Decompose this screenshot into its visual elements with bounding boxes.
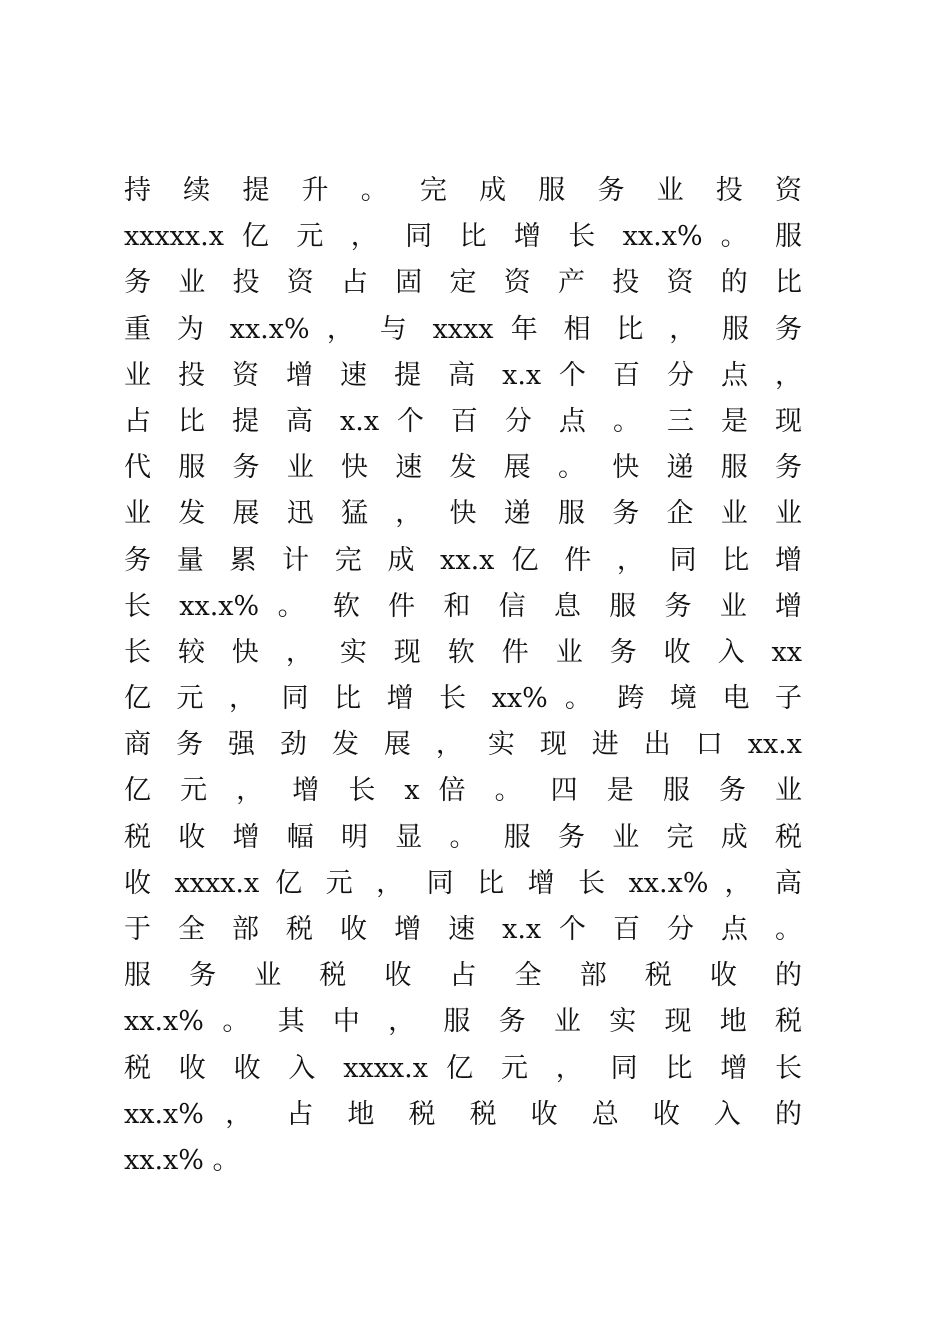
text-line-4: 重 为 xx.x% ， 与 xxxx 年 相 比 ， 服 务: [124, 313, 802, 345]
text-line-10: 长 xx.x% 。 软 件 和 信 息 服 务 业 增: [124, 590, 802, 622]
text-line-13: 商 务 强 劲 发 展 ， 实 现 进 出 口 xx.x: [124, 729, 802, 761]
text-line-22: xx.x% 。: [124, 1144, 240, 1176]
text-line-7: 代 服 务 业 快 速 发 展 。 快 递 服 务: [124, 452, 802, 484]
text-line-2: xxxxx.x 亿 元 ， 同 比 增 长 xx.x% 。 服: [124, 221, 802, 253]
text-line-19: xx.x% 。 其 中 ， 服 务 业 实 现 地 税: [124, 1006, 802, 1038]
text-line-3: 务 业 投 资 占 固 定 资 产 投 资 的 比: [124, 267, 802, 299]
text-line-16: 收 xxxx.x 亿 元 ， 同 比 增 长 xx.x% ， 高: [124, 867, 802, 899]
text-line-20: 税 收 收 入 xxxx.x 亿 元 ， 同 比 增 长: [124, 1052, 803, 1084]
body-paragraph: [124, 168, 802, 1184]
text-line-5: 业 投 资 增 速 提 高 x.x 个 百 分 点 ，: [124, 359, 802, 391]
text-line-14: 亿 元 ， 增 长 x 倍 。 四 是 服 务 业: [124, 775, 802, 807]
text-line-8: 业 发 展 迅 猛 ， 快 递 服 务 企 业 业: [124, 498, 802, 530]
text-line-6: 占 比 提 高 x.x 个 百 分 点 。 三 是 现: [124, 405, 802, 437]
text-line-17: 于 全 部 税 收 增 速 x.x 个 百 分 点 。: [124, 914, 802, 945]
text-line-15: 税 收 增 幅 明 显 。 服 务 业 完 成 税: [124, 821, 802, 853]
text-line-12: 亿 元 ， 同 比 增 长 xx% 。 跨 境 电 子: [124, 683, 802, 715]
text-line-18: 服 务 业 税 收 占 全 部 税 收 的: [124, 960, 802, 992]
text-line-21: xx.x% ， 占 地 税 税 收 总 收 入 的: [124, 1098, 802, 1130]
text-line-9: 务 量 累 计 完 成 xx.x 亿 件 ， 同 比 增: [124, 544, 802, 576]
text-line-11: 长 较 快 ， 实 现 软 件 业 务 收 入 xx: [124, 636, 802, 668]
text-line-1: 持 续 提 升 。 完 成 服 务 业 投 资: [124, 175, 802, 206]
